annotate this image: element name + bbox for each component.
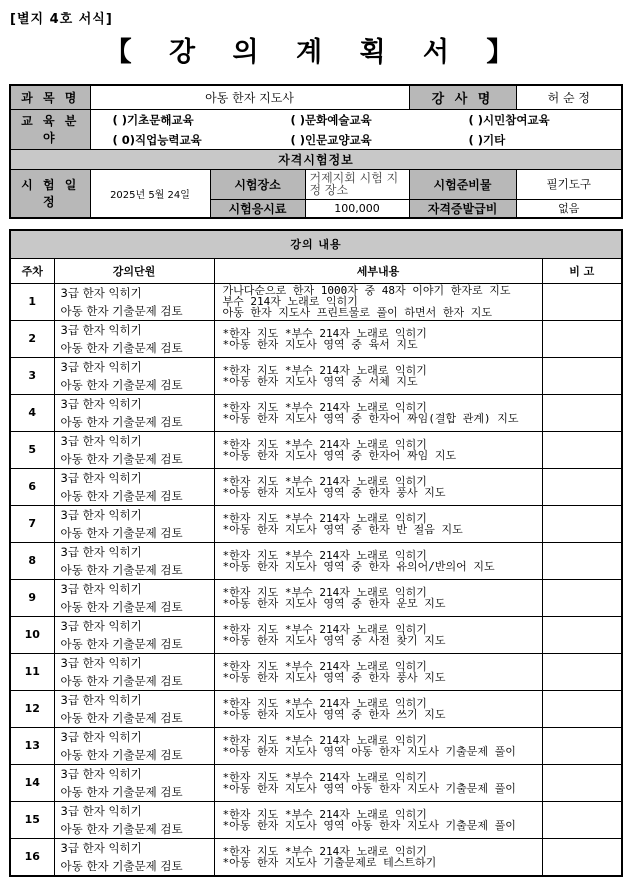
week-number: 7 xyxy=(10,505,54,542)
form-label: [별지 4호 서식] xyxy=(10,12,113,27)
exam-place-label: 시험장소 xyxy=(210,169,305,199)
instructor-value: 허 순 정 xyxy=(516,85,622,109)
detail-cell xyxy=(214,690,542,727)
unit-line-1: 3급 한자 익히기 xyxy=(60,470,142,485)
detail-cell xyxy=(214,283,542,320)
week-number: 11 xyxy=(10,653,54,690)
unit-line-2: 아동 한자 기출문제 검토 xyxy=(60,303,183,318)
detail-line: *아동 한자 지도사 영역 아동 한자 지도사 기출문제 풀이 xyxy=(222,818,516,832)
detail-cell xyxy=(214,616,542,653)
unit-line-2: 아동 한자 기출문제 검토 xyxy=(60,747,183,762)
exam-fee-label: 시험응시료 xyxy=(210,199,305,218)
option-culture-arts[interactable]: ( )문화예술교육 xyxy=(290,113,372,127)
week-number: 13 xyxy=(10,727,54,764)
note-cell xyxy=(542,505,622,542)
option-humanities[interactable]: ( )인문교양교육 xyxy=(290,133,372,147)
table-row xyxy=(10,357,622,394)
unit-cell xyxy=(54,431,214,468)
note-cell xyxy=(542,690,622,727)
week-number: 12 xyxy=(10,690,54,727)
table-row xyxy=(10,542,622,579)
unit-line-2: 아동 한자 기출문제 검토 xyxy=(60,525,183,540)
field-options xyxy=(90,109,622,149)
table-row xyxy=(10,838,622,876)
detail-line: *아동 한자 지도사 영역 중 한자 쓰기 지도 xyxy=(222,707,446,721)
unit-cell xyxy=(54,838,214,876)
note-cell xyxy=(542,542,622,579)
unit-line-1: 3급 한자 익히기 xyxy=(60,655,142,670)
note-cell xyxy=(542,727,622,764)
cert-fee-label: 자격증발급비 xyxy=(409,199,516,218)
detail-line: *아동 한자 지도사 영역 아동 한자 지도사 기출문제 풀이 xyxy=(222,781,516,795)
detail-line: *아동 한자 지도사 영역 중 한자 풍사 지도 xyxy=(222,670,446,684)
exam-date-value: 2025년 5월 24일 xyxy=(90,169,210,218)
detail-cell xyxy=(214,468,542,505)
unit-line-2: 아동 한자 기출문제 검토 xyxy=(60,710,183,725)
cert-section-header: 자격시험정보 xyxy=(10,149,622,169)
unit-line-2: 아동 한자 기출문제 검토 xyxy=(60,599,183,614)
week-number: 4 xyxy=(10,394,54,431)
detail-line: 가나다순으로 한자 1000자 중 48자 이야기 한자로 지도 xyxy=(222,284,511,297)
note-cell xyxy=(542,653,622,690)
week-number: 6 xyxy=(10,468,54,505)
unit-line-1: 3급 한자 익히기 xyxy=(60,322,142,337)
detail-cell xyxy=(214,431,542,468)
detail-cell xyxy=(214,653,542,690)
detail-cell xyxy=(214,394,542,431)
week-number: 15 xyxy=(10,801,54,838)
week-number: 3 xyxy=(10,357,54,394)
detail-line: *한자 지도 *부수 214자 노래로 익히기 xyxy=(222,622,427,636)
note-cell xyxy=(542,283,622,320)
unit-cell xyxy=(54,801,214,838)
week-number: 8 xyxy=(10,542,54,579)
field-label: 교 육 분 야 xyxy=(10,109,90,149)
unit-line-1: 3급 한자 익히기 xyxy=(60,803,142,818)
exam-supplies-label: 시험준비물 xyxy=(409,169,516,199)
unit-line-2: 아동 한자 기출문제 검토 xyxy=(60,636,183,651)
detail-header: 세부내용 xyxy=(214,258,542,283)
detail-cell xyxy=(214,505,542,542)
option-other[interactable]: ( )기타 xyxy=(468,133,506,147)
detail-line: *아동 한자 지도사 영역 중 서체 지도 xyxy=(222,374,418,388)
detail-line: *한자 지도 *부수 214자 노래로 익히기 xyxy=(222,437,427,451)
note-cell xyxy=(542,838,622,876)
detail-line: *아동 한자 지도사 영역 아동 한자 지도사 기출문제 풀이 xyxy=(222,744,516,758)
detail-line: *아동 한자 지도사 영역 중 한자어 짜임(결합 관계) 지도 xyxy=(222,411,519,425)
subject-label: 과 목 명 xyxy=(10,85,90,109)
unit-line-2: 아동 한자 기출문제 검토 xyxy=(60,488,183,503)
detail-line: 부수 214자 노래로 익히기 xyxy=(222,295,358,308)
unit-cell xyxy=(54,727,214,764)
detail-line: *한자 지도 *부수 214자 노래로 익히기 xyxy=(222,326,427,340)
unit-cell xyxy=(54,616,214,653)
unit-line-1: 3급 한자 익히기 xyxy=(60,840,142,855)
detail-line: *아동 한자 지도사 영역 중 한자 반 절음 지도 xyxy=(222,522,463,536)
unit-cell xyxy=(54,320,214,357)
option-civic[interactable]: ( )시민참여교육 xyxy=(468,113,550,127)
table-row xyxy=(10,468,622,505)
detail-cell xyxy=(214,801,542,838)
detail-line: *한자 지도 *부수 214자 노래로 익히기 xyxy=(222,474,427,488)
unit-line-2: 아동 한자 기출문제 검토 xyxy=(60,377,183,392)
note-cell xyxy=(542,801,622,838)
unit-cell xyxy=(54,283,214,320)
detail-cell xyxy=(214,542,542,579)
detail-cell xyxy=(214,320,542,357)
table-row xyxy=(10,801,622,838)
detail-line: *한자 지도 *부수 214자 노래로 익히기 xyxy=(222,844,427,858)
detail-cell xyxy=(214,764,542,801)
unit-line-2: 아동 한자 기출문제 검토 xyxy=(60,673,183,688)
option-vocational[interactable]: ( 0)직업능력교육 xyxy=(112,133,202,147)
lecture-section-header: 강의 내용 xyxy=(10,230,622,258)
detail-line: *아동 한자 지도사 기출문제로 테스트하기 xyxy=(222,855,437,869)
detail-line: *한자 지도 *부수 214자 노래로 익히기 xyxy=(222,807,427,821)
unit-line-1: 3급 한자 익히기 xyxy=(60,507,142,522)
note-cell xyxy=(542,320,622,357)
detail-line: *한자 지도 *부수 214자 노래로 익히기 xyxy=(222,696,427,710)
detail-line: *한자 지도 *부수 214자 노래로 익히기 xyxy=(222,363,427,377)
table-row xyxy=(10,690,622,727)
cert-fee-value: 없음 xyxy=(516,199,622,218)
week-number: 16 xyxy=(10,838,54,876)
note-cell xyxy=(542,764,622,801)
note-cell xyxy=(542,579,622,616)
table-row xyxy=(10,283,622,320)
unit-line-1: 3급 한자 익히기 xyxy=(60,396,142,411)
detail-line: *한자 지도 *부수 214자 노래로 익히기 xyxy=(222,400,427,414)
unit-line-1: 3급 한자 익히기 xyxy=(60,433,142,448)
table-row xyxy=(10,727,622,764)
unit-header: 강의단원 xyxy=(54,258,214,283)
unit-cell xyxy=(54,690,214,727)
week-number: 5 xyxy=(10,431,54,468)
table-row xyxy=(10,579,622,616)
week-number: 2 xyxy=(10,320,54,357)
table-row xyxy=(10,320,622,357)
exam-date-label: 시 험 일 정 xyxy=(10,169,90,218)
unit-cell xyxy=(54,468,214,505)
exam-fee-value: 100,000 xyxy=(305,199,409,218)
unit-line-2: 아동 한자 기출문제 검토 xyxy=(60,858,183,873)
unit-cell xyxy=(54,394,214,431)
table-row xyxy=(10,764,622,801)
detail-line: *아동 한자 지도사 영역 중 한자어 짜임 지도 xyxy=(222,448,457,462)
unit-line-1: 3급 한자 익히기 xyxy=(60,544,142,559)
unit-line-1: 3급 한자 익히기 xyxy=(60,359,142,374)
unit-cell xyxy=(54,653,214,690)
note-cell xyxy=(542,431,622,468)
detail-line: 아동 한자 지도사 프린트물로 풀이 하면서 한자 지도 xyxy=(222,306,493,319)
week-number: 10 xyxy=(10,616,54,653)
detail-line: *한자 지도 *부수 214자 노래로 익히기 xyxy=(222,585,427,599)
unit-line-1: 3급 한자 익히기 xyxy=(60,692,142,707)
unit-line-2: 아동 한자 기출문제 검토 xyxy=(60,451,183,466)
note-cell xyxy=(542,394,622,431)
unit-line-1: 3급 한자 익히기 xyxy=(60,618,142,633)
page-title: 【 강 의 계 획 서 】 xyxy=(104,37,528,68)
unit-cell xyxy=(54,357,214,394)
table-row xyxy=(10,505,622,542)
week-number: 1 xyxy=(10,283,54,320)
detail-cell xyxy=(214,727,542,764)
detail-cell xyxy=(214,357,542,394)
detail-line: *한자 지도 *부수 214자 노래로 익히기 xyxy=(222,733,427,747)
week-number: 9 xyxy=(10,579,54,616)
detail-line: *아동 한자 지도사 영역 중 한자 유의어/반의어 지도 xyxy=(222,559,495,573)
lecture-table xyxy=(9,229,623,877)
unit-line-2: 아동 한자 기출문제 검토 xyxy=(60,562,183,577)
detail-line: *한자 지도 *부수 214자 노래로 익히기 xyxy=(222,511,427,525)
unit-line-1: 3급 한자 익히기 xyxy=(60,766,142,781)
detail-cell xyxy=(214,579,542,616)
week-header: 주차 xyxy=(10,258,54,283)
unit-line-2: 아동 한자 기출문제 검토 xyxy=(60,414,183,429)
unit-cell xyxy=(54,579,214,616)
table-row xyxy=(10,653,622,690)
detail-line: *아동 한자 지도사 영역 중 육서 지도 xyxy=(222,337,418,351)
unit-cell xyxy=(54,505,214,542)
unit-line-2: 아동 한자 기출문제 검토 xyxy=(60,821,183,836)
unit-line-2: 아동 한자 기출문제 검토 xyxy=(60,340,183,355)
exam-supplies-value: 필기도구 xyxy=(516,169,622,199)
unit-line-1: 3급 한자 익히기 xyxy=(60,729,142,744)
detail-line: *한자 지도 *부수 214자 노래로 익히기 xyxy=(222,659,427,673)
table-row xyxy=(10,394,622,431)
detail-line: *아동 한자 지도사 영역 중 한자 운모 지도 xyxy=(222,596,446,610)
note-header: 비 고 xyxy=(542,258,622,283)
table-row xyxy=(10,616,622,653)
subject-value: 아동 한자 지도사 xyxy=(90,85,409,109)
unit-line-1: 3급 한자 익히기 xyxy=(60,285,142,300)
detail-line: *아동 한자 지도사 영역 중 사전 찾기 지도 xyxy=(222,633,446,647)
detail-line: *아동 한자 지도사 영역 중 한자 풍사 지도 xyxy=(222,485,446,499)
week-number: 14 xyxy=(10,764,54,801)
option-basic-literacy[interactable]: ( )기초문해교육 xyxy=(112,113,194,127)
unit-line-1: 3급 한자 익히기 xyxy=(60,581,142,596)
instructor-label: 강 사 명 xyxy=(409,85,516,109)
detail-line: *한자 지도 *부수 214자 노래로 익히기 xyxy=(222,770,427,784)
exam-place-value: 거제지회 시험 지정 장소 xyxy=(305,169,409,199)
note-cell xyxy=(542,616,622,653)
detail-cell xyxy=(214,838,542,876)
note-cell xyxy=(542,468,622,505)
unit-cell xyxy=(54,542,214,579)
unit-line-2: 아동 한자 기출문제 검토 xyxy=(60,784,183,799)
note-cell xyxy=(542,357,622,394)
unit-cell xyxy=(54,764,214,801)
table-row xyxy=(10,431,622,468)
course-info-table xyxy=(9,84,623,219)
detail-line: *한자 지도 *부수 214자 노래로 익히기 xyxy=(222,548,427,562)
